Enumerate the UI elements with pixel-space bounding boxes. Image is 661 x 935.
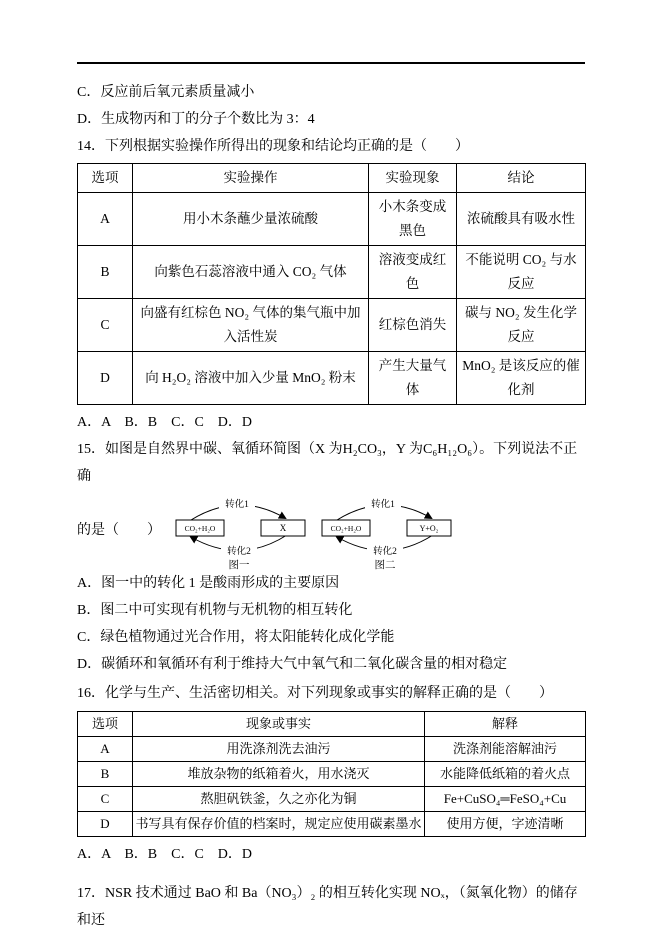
reactant-box-label: CO₂+H₂O	[330, 524, 362, 533]
carbon-oxygen-cycle-diagram	[175, 489, 453, 571]
q15-option-c: C．绿色植物通过光合作用，将太阳能转化成化学能	[77, 630, 395, 645]
header-conclusion: 结论	[457, 164, 586, 193]
cycle-two	[322, 497, 451, 571]
q15-option-b: B．图二中可实现有机物与无机物的相互转化	[77, 603, 353, 618]
table-header-row	[78, 164, 586, 193]
q16-table	[77, 711, 586, 837]
table-row	[78, 193, 586, 246]
conversion1-label: 转化1	[225, 500, 249, 510]
table-row	[78, 299, 586, 352]
operation-cell: 向盛有红棕色 NO₂ 气体的集气瓶中加入活性炭	[133, 299, 369, 352]
product-box-label: X	[279, 523, 287, 533]
q13-option-d: D．生成物丙和丁的分子个数比为 3：4	[77, 112, 315, 127]
operation-cell: 向紫色石蕊溶液中通入 CO₂ 气体	[133, 246, 369, 299]
q15-stem-line1: 15．如图是自然界中碳、氧循环简图（X 为H₂CO₃，Y 为C₆H₁₂O₆）。下列说法不正确	[77, 442, 578, 484]
explanation-cell: Fe+CuSO₄═FeSO₄+Cu	[425, 787, 586, 812]
phenomenon-cell: 产生大量气体	[369, 352, 457, 405]
explanation-cell: 使用方便，字迹清晰	[425, 812, 586, 837]
fact-cell: 堆放杂物的纸箱着火，用水浇灭	[133, 762, 425, 787]
cycle-one	[176, 497, 305, 571]
q16-stem: 16．化学与生产、生活密切相关。对下列现象或事实的解释正确的是（ ）	[77, 686, 553, 701]
figure-two-caption: 图二	[374, 560, 396, 571]
option-cell: A	[78, 737, 133, 762]
fact-cell: 书写具有保存价值的档案时，规定应使用碳素墨水	[133, 812, 425, 837]
conversion2-label: 转化2	[227, 547, 251, 557]
conclusion-cell: 不能说明 CO₂ 与水反应	[457, 246, 586, 299]
q17-stem: 17．NSR 技术通过 BaO 和 Ba（NO₃）₂ 的相互转化实现 NOₓ，（氮氧化物）的储存和还	[77, 886, 578, 928]
product-box-label: Y+O₂	[419, 524, 439, 533]
table-header-row	[78, 712, 586, 737]
header-explanation: 解释	[425, 712, 586, 737]
header-option: 选项	[78, 164, 133, 193]
q15-option-d: D．碳循环和氧循环有利于维持大气中氧气和二氧化碳含量的相对稳定	[77, 657, 508, 672]
q15-stem-line2: 的是（ ）	[77, 522, 161, 538]
q15-option-a: A．图一中的转化 1 是酸雨形成的主要原因	[77, 576, 340, 591]
option-cell: B	[78, 246, 133, 299]
q16-answer-choices: A．A B．B C．C D．D	[77, 847, 253, 862]
explanation-cell: 水能降低纸箱的着火点	[425, 762, 586, 787]
table-row	[78, 352, 586, 405]
table-row	[78, 787, 586, 812]
fact-cell: 用洗涤剂洗去油污	[133, 737, 425, 762]
table-row	[78, 246, 586, 299]
operation-cell: 用小木条蘸少量浓硫酸	[133, 193, 369, 246]
reactant-box-label: CO₂+H₂O	[184, 524, 216, 533]
conversion1-label: 转化1	[371, 500, 395, 510]
fact-cell: 熬胆矾铁釜，久之亦化为铜	[133, 787, 425, 812]
operation-cell: 向 H₂O₂ 溶液中加入少量 MnO₂ 粉末	[133, 352, 369, 405]
q14-stem: 14．下列根据实验操作所得出的现象和结论均正确的是（ ）	[77, 139, 469, 154]
q14-table	[77, 163, 586, 405]
table-row	[78, 737, 586, 762]
table-row	[78, 812, 586, 837]
figure-one-caption: 图一	[228, 560, 250, 571]
conclusion-cell: MnO₂ 是该反应的催化剂	[457, 352, 586, 405]
option-cell: C	[78, 299, 133, 352]
q14-answer-choices: A．A B．B C．C D．D	[77, 415, 253, 430]
page-header-rule	[77, 62, 585, 64]
option-cell: D	[78, 812, 133, 837]
conclusion-cell: 碳与 NO₂ 发生化学反应	[457, 299, 586, 352]
q15-diagram-row	[77, 490, 585, 570]
q13-option-c: C．反应前后氧元素质量减小	[77, 85, 255, 100]
option-cell: D	[78, 352, 133, 405]
explanation-cell: 洗涤剂能溶解油污	[425, 737, 586, 762]
phenomenon-cell: 溶液变成红色	[369, 246, 457, 299]
phenomenon-cell: 红棕色消失	[369, 299, 457, 352]
option-cell: A	[78, 193, 133, 246]
conclusion-cell: 浓硫酸具有吸水性	[457, 193, 586, 246]
option-cell: C	[78, 787, 133, 812]
header-option: 选项	[78, 712, 133, 737]
header-fact: 现象或事实	[133, 712, 425, 737]
table-row	[78, 762, 586, 787]
header-operation: 实验操作	[133, 164, 369, 193]
option-cell: B	[78, 762, 133, 787]
header-phenomenon: 实验现象	[369, 164, 457, 193]
conversion2-label: 转化2	[373, 547, 397, 557]
phenomenon-cell: 小木条变成黑色	[369, 193, 457, 246]
